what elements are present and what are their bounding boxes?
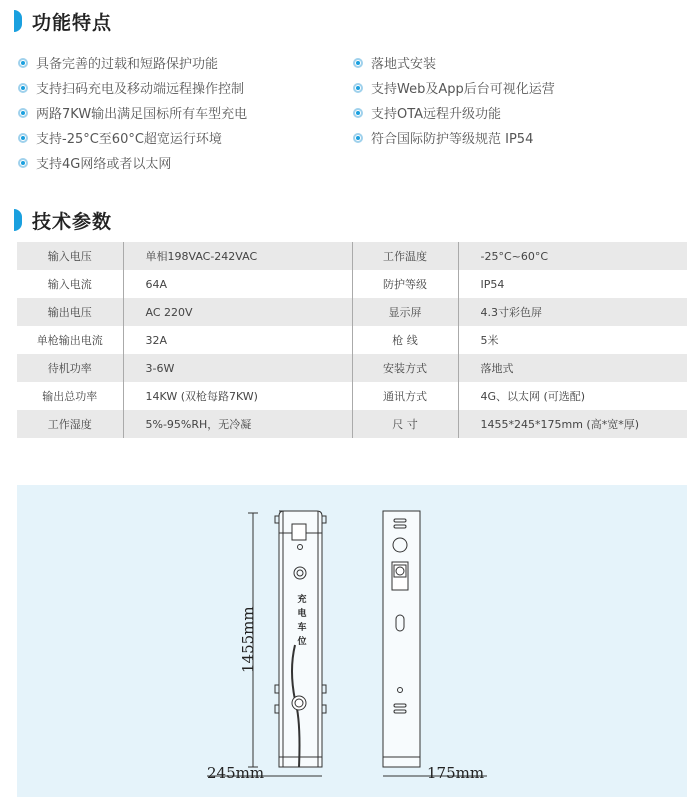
table-row	[17, 326, 687, 354]
spec-value: 4G、以太网 (可选配)	[458, 382, 687, 410]
spec-table	[17, 242, 687, 438]
depth-label: 175mm	[427, 764, 485, 782]
table-row	[17, 410, 687, 438]
feature-item: 两路7KW输出满足国标所有车型充电	[18, 100, 247, 125]
width-label: 245mm	[207, 764, 265, 782]
spec-value: 4.3寸彩色屏	[458, 298, 687, 326]
spec-key: 输入电流	[17, 270, 123, 298]
bullet-icon	[353, 58, 363, 68]
table-row	[17, 270, 687, 298]
bullet-icon	[353, 108, 363, 118]
section-marker-icon	[14, 10, 22, 32]
spec-value: 5%-95%RH，无冷凝	[123, 410, 352, 438]
spec-key: 通讯方式	[352, 382, 458, 410]
spec-key: 尺 寸	[352, 410, 458, 438]
front-label	[296, 593, 308, 649]
feature-item: 支持-25°C至60°C超宽运行环境	[18, 125, 247, 150]
feature-item: 支持扫码充电及移动端远程操作控制	[18, 75, 247, 100]
spec-value: 落地式	[458, 354, 687, 382]
spec-key: 待机功率	[17, 354, 123, 382]
spec-value: IP54	[458, 270, 687, 298]
spec-value: 3-6W	[123, 354, 352, 382]
spec-value: 单相198VAC-242VAC	[123, 242, 352, 270]
features-left-column	[18, 50, 247, 175]
spec-value: 1455*245*175mm (高*宽*厚)	[458, 410, 687, 438]
spec-key: 安装方式	[352, 354, 458, 382]
feature-item: 符合国际防护等级规范 IP54	[353, 125, 555, 150]
feature-item: 支持OTA远程升级功能	[353, 100, 555, 125]
spec-key: 工作湿度	[17, 410, 123, 438]
spec-key: 防护等级	[352, 270, 458, 298]
table-row	[17, 298, 687, 326]
product-diagram	[17, 485, 687, 797]
spec-value: 32A	[123, 326, 352, 354]
features-title: 功能特点	[32, 11, 113, 34]
spec-key: 单枪输出电流	[17, 326, 123, 354]
table-row	[17, 382, 687, 410]
bullet-icon	[353, 133, 363, 143]
section-marker-icon	[14, 209, 22, 231]
charger-side-view	[383, 511, 420, 767]
feature-item: 落地式安装	[353, 50, 555, 75]
feature-item: 具备完善的过载和短路保护功能	[18, 50, 247, 75]
front-label-char: 车	[297, 623, 307, 633]
front-label-char: 位	[297, 637, 307, 647]
front-label-char: 电	[297, 609, 307, 619]
front-label-char: 充	[297, 595, 307, 605]
features-right-column	[353, 50, 555, 150]
bullet-icon	[18, 108, 28, 118]
table-row	[17, 354, 687, 382]
spec-value: AC 220V	[123, 298, 352, 326]
bullet-icon	[18, 83, 28, 93]
spec-value: 64A	[123, 270, 352, 298]
spec-value: 14KW (双枪每路7KW)	[123, 382, 352, 410]
charger-drawing	[17, 485, 687, 797]
spec-value: -25°C~60°C	[458, 242, 687, 270]
feature-item: 支持4G网络或者以太网	[18, 150, 247, 175]
spec-key: 输出总功率	[17, 382, 123, 410]
bullet-icon	[18, 58, 28, 68]
specs-header	[14, 207, 112, 233]
spec-key: 工作温度	[352, 242, 458, 270]
features-header	[14, 8, 112, 34]
table-row	[17, 242, 687, 270]
spec-key: 显示屏	[352, 298, 458, 326]
spec-key: 输入电压	[17, 242, 123, 270]
spec-key: 枪 线	[352, 326, 458, 354]
feature-item: 支持Web及App后台可视化运营	[353, 75, 555, 100]
bullet-icon	[18, 158, 28, 168]
spec-key: 输出电压	[17, 298, 123, 326]
spec-value: 5米	[458, 326, 687, 354]
bullet-icon	[353, 83, 363, 93]
bullet-icon	[18, 133, 28, 143]
specs-title: 技术参数	[32, 210, 113, 233]
height-label: 1455mm	[239, 606, 257, 673]
